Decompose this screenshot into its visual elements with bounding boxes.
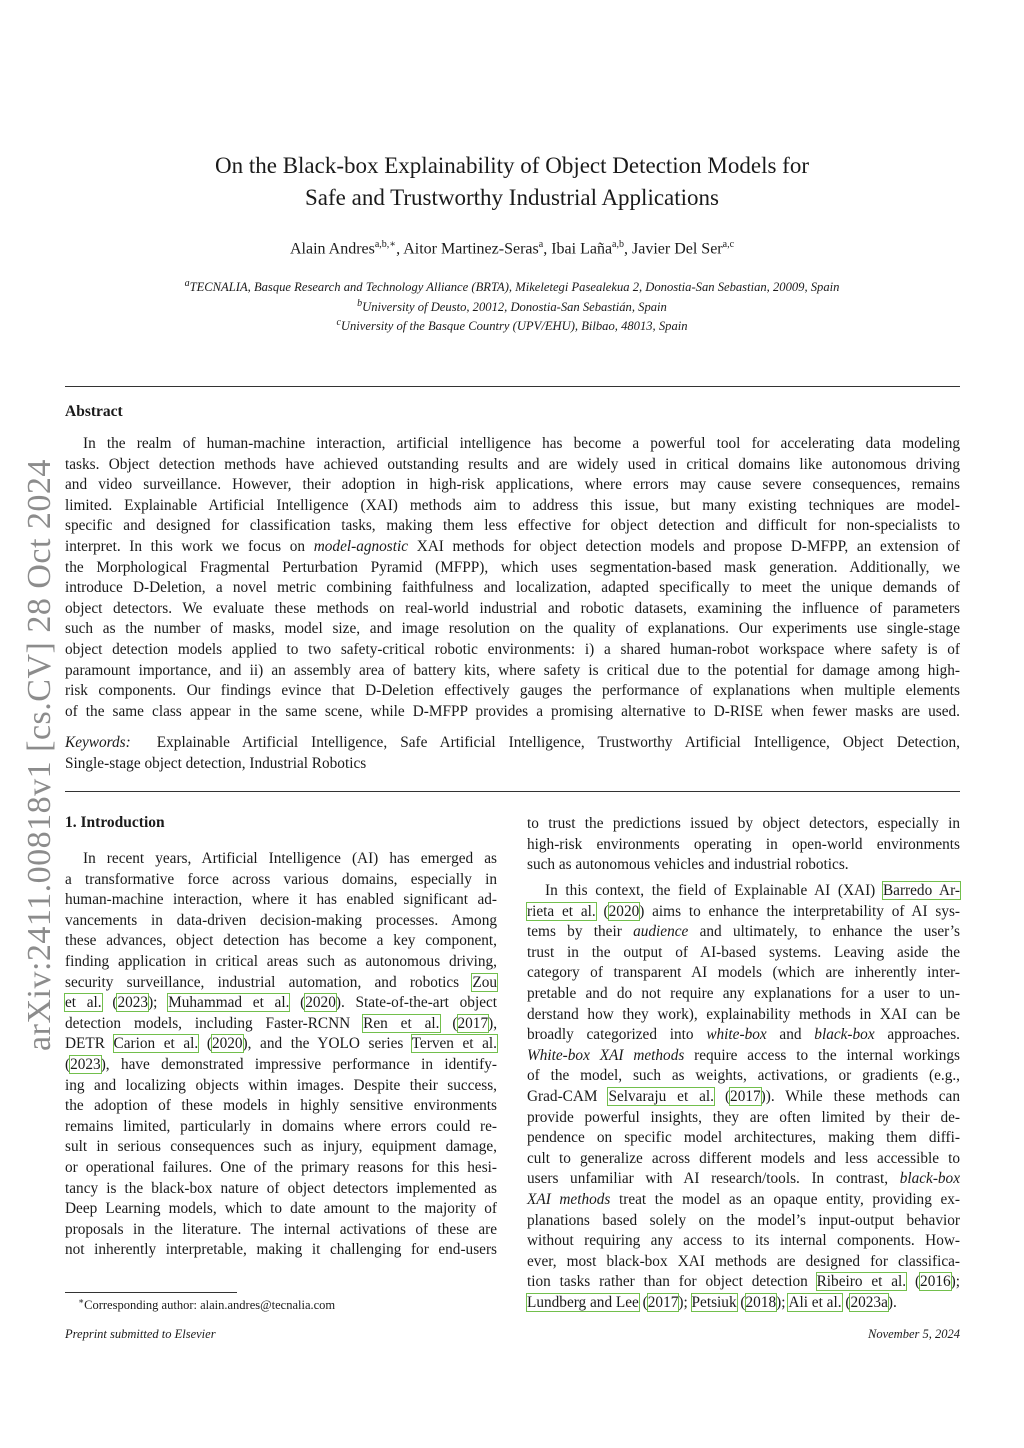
text-line: [65, 578, 960, 599]
keywords-line: [65, 733, 960, 754]
affil-sup: b: [357, 297, 363, 309]
text-run: ). State-of-the-art object: [335, 994, 498, 1012]
text-line: [527, 1252, 960, 1273]
footnote: [78, 1296, 335, 1313]
text-run: high-risk environments operating in open-world environments: [527, 835, 960, 853]
text-run: broadly categorized into: [527, 1026, 707, 1044]
text-line: [527, 1190, 960, 1211]
affiliation: [0, 315, 1024, 335]
citation-link[interactable]: 2023: [70, 1055, 101, 1073]
text-run: (: [65, 1055, 71, 1073]
text-run: pendence on specific model architectures, making them diffi-: [527, 1129, 960, 1147]
text-line: [527, 1149, 960, 1170]
text-run: risk components. Our findings evince that D-Deletion effectively gauges the performance of explanations when multiple elements: [65, 682, 960, 700]
text-run: provide powerful insights, they are often limited by their de-: [527, 1108, 960, 1126]
citation-link[interactable]: Terven et al.: [411, 1035, 497, 1053]
affil-text: University of the Basque Country (UPV/EHU), Bilbao, 48013, Spain: [340, 319, 688, 334]
text-run: ) aims to enhance the interpretability of AI sys-: [639, 902, 961, 920]
text-line: [65, 1014, 497, 1035]
text-line: [65, 558, 960, 579]
text-run: treat the model as an opaque entity, providing ex-: [610, 1190, 960, 1208]
title-line: Safe and Trustworthy Industrial Applications: [305, 185, 719, 210]
text-line: [65, 1055, 497, 1076]
text-line: [527, 1128, 960, 1149]
text-line: [65, 890, 497, 911]
text-run: (: [638, 1293, 648, 1311]
text-run: to trust the predictions issued by object detectors, especially in: [527, 815, 960, 832]
citation-link[interactable]: 2020: [608, 902, 640, 920]
text-run: (: [595, 902, 609, 920]
citation-link[interactable]: 2016: [920, 1273, 951, 1291]
text-line: [527, 1108, 960, 1129]
text-run: tancy is the black-box nature of object detectors implemented as: [65, 1179, 497, 1197]
author-list: Alain Andres$^{a,b,∗}$, Aitor Martinez-Seras$^a$, Ibai Laña$^{a,b}$, Javier Del Ser$^{a,c}$: [289, 239, 735, 258]
text-run: security surveillance, industrial automation, and robotics: [65, 973, 473, 991]
text-run: such as the number of masks, model size, and image resolution on the quality of explanations. Our experiments use single-stage: [65, 620, 960, 638]
text-line: [65, 702, 960, 723]
text-run: remains limited, particularly in domains where errors could re-: [65, 1117, 497, 1135]
text-run: sult in serious consequences such as injury, equipment damage,: [65, 1138, 497, 1156]
text-line: [65, 496, 960, 517]
text-run: ever, most black-box XAI methods are designed for classifica-: [527, 1252, 960, 1270]
text-line: [65, 849, 497, 870]
author-name: Ibai Laña: [551, 240, 613, 258]
text-run: such as autonomous vehicles and industrial robotics.: [527, 856, 849, 874]
text-line: [527, 1293, 960, 1314]
arxiv-identifier-stamp: arXiv:2411.00818v1 [cs.CV] 28 Oct 2024: [21, 459, 58, 1051]
text-line: [65, 1117, 497, 1138]
text-line: [65, 911, 497, 932]
text-run: (: [906, 1273, 921, 1291]
text-run: XAI methods for object detection models and propose D-MFPP, an extension of: [408, 537, 960, 555]
text-run: (: [714, 1087, 731, 1105]
text-run: or operational failures. One of the primary reasons for this hesi-: [65, 1158, 497, 1176]
citation-link[interactable]: Carion et al.: [113, 1035, 199, 1053]
author-affil-sup: a,c: [722, 239, 735, 250]
text-line: [65, 537, 960, 558]
text-run: pretable and do not require any explanations for a user to un-: [527, 984, 960, 1002]
text-line: [527, 922, 960, 943]
emphasis-text: black-box: [814, 1026, 875, 1044]
citation-link[interactable]: 2017: [457, 1014, 489, 1032]
text-line: [527, 1211, 960, 1232]
keywords-label: Keywords:: [65, 734, 131, 751]
text-run: and ultimately, to enhance the user’s: [688, 923, 960, 941]
text-run: (: [289, 994, 306, 1012]
text-run: tasks. Object detection methods have achieved outstanding results and are widely used in critical domains like autonomous driving: [65, 455, 960, 473]
emphasis-text: XAI methods: [527, 1190, 611, 1208]
text-run: a transformative force across various domains, especially in: [65, 870, 497, 888]
citation-link[interactable]: Zou: [472, 973, 497, 991]
text-run: ), have demonstrated impressive performance in identify-: [100, 1055, 497, 1073]
citation-link[interactable]: Selvaraju et al.: [608, 1087, 715, 1105]
text-run: these advances, object detection has become a key component,: [65, 932, 497, 950]
affil-text: TECNALIA, Basque Research and Technology Alliance (BRTA), Mikeletegi Pasealekua 2, Donostia-San Sebastian, 20009, Spain: [189, 280, 840, 295]
text-line: [65, 1179, 497, 1200]
intro-right-paragraph-1: [527, 814, 960, 876]
text-line: [65, 931, 497, 952]
affil-sup: c: [336, 317, 341, 329]
text-run: and: [766, 1026, 815, 1044]
affil-text: University of Deusto, 20012, Donostia-San Sebastián, Spain: [362, 299, 667, 314]
text-run: Single-stage object detection, Industrial Robotics: [65, 754, 367, 772]
text-run: In recent years, Artificial Intelligence (AI) has emerged as: [83, 850, 497, 867]
text-line: [65, 661, 960, 682]
text-line: [527, 963, 960, 984]
affiliations: [0, 276, 1024, 335]
citation-link[interactable]: Ali et al.: [788, 1293, 842, 1311]
keywords-text: [65, 755, 366, 772]
divider: [65, 386, 960, 387]
text-run: limited. Explainable Artificial Intelligence (XAI) methods aim to address this issue, but many existing techniques are model-: [65, 496, 960, 514]
text-run: the Morphological Fragmental Perturbation Pyramid (MFPP), which uses segmentation-based mask generation. Additionally, we: [65, 558, 960, 576]
text-line: [65, 993, 497, 1014]
text-run: (: [439, 1014, 458, 1032]
text-line: [527, 881, 960, 902]
text-run: ), and the YOLO series: [242, 1035, 412, 1053]
text-run: without requiring any access to its internal components. How-: [527, 1232, 960, 1250]
text-line: [527, 1087, 960, 1108]
text-run: );: [776, 1293, 789, 1311]
text-run: specific and designed for classification tasks, making them less effective for object detection and difficult for non-specialists to: [65, 517, 960, 535]
footer-preprint-note: Preprint submitted to Elsevier: [65, 1327, 216, 1341]
intro-left-column: [65, 849, 497, 1261]
text-line: [65, 1076, 497, 1097]
text-run: introduce D-Deletion, a novel metric combining faithfulness and localization, adapted specifically to meet the unique demands of: [65, 579, 960, 597]
text-run: detection models, including Faster-RCNN: [65, 1014, 364, 1032]
intro-right-paragraph-2: [527, 881, 960, 1313]
text-run: finding application in critical areas such as autonomous driving,: [65, 952, 497, 970]
emphasis-text: white-box: [706, 1026, 767, 1044]
text-line: [527, 1046, 960, 1067]
title-line: On the Black-box Explainability of Object Detection Models for: [214, 153, 809, 178]
footer-date: November 5, 2024: [868, 1327, 960, 1341]
text-run: proposals in the literature. The internal activations of these are: [65, 1220, 497, 1238]
text-line: [527, 835, 960, 856]
text-line: [65, 455, 960, 476]
text-line: [527, 902, 960, 923]
text-line: [527, 1005, 960, 1026]
text-line: [65, 1220, 497, 1241]
text-run: object detection models applied to two safety-critical robotic environments: i) a shared human-robot workspace where safety is of: [65, 640, 960, 658]
text-run: (: [736, 1293, 746, 1311]
text-run: users unfamiliar with AI research/tools. In contrast,: [527, 1170, 900, 1188]
text-line: [527, 943, 960, 964]
emphasis-text: model-agnostic: [313, 537, 409, 555]
text-line: [65, 1240, 497, 1261]
text-run: );: [678, 1293, 692, 1311]
text-run: planations based solely on the model’s input-output behavior: [527, 1211, 960, 1229]
text-run: (: [101, 994, 118, 1012]
keywords: [65, 733, 960, 774]
emphasis-text: White-box XAI methods: [527, 1046, 685, 1064]
citation-link[interactable]: et al.: [65, 994, 102, 1012]
text-run: category of transparent AI models (which are inherently inter-: [527, 964, 960, 982]
text-run: of the same class appear in the same scene, while D-MFPP provides a promising alternative to D-RISE when fewer masks are used.: [65, 702, 960, 720]
text-run: object detectors. We evaluate these methods on real-world industrial and robotic datasets, examining the influence of parameters: [65, 599, 960, 617]
citation-link[interactable]: Ribeiro et al.: [816, 1273, 907, 1291]
citation-link[interactable]: 2017: [647, 1293, 679, 1311]
text-line: [527, 814, 960, 835]
citation-link[interactable]: 2020: [305, 994, 336, 1012]
author-affil-sup: a,b: [612, 239, 624, 250]
author-name: Aitor Martinez-Seras: [403, 240, 539, 258]
text-line: [527, 1066, 960, 1087]
text-line: [65, 1199, 497, 1220]
text-run: trust in the output of AI-based systems. Leaving aside the: [527, 943, 960, 961]
citation-link[interactable]: 2017: [730, 1087, 761, 1105]
text-run: );: [148, 994, 169, 1012]
text-run: derstand how they work), explainability methods in XAI can be: [527, 1005, 960, 1023]
abstract-heading: Abstract: [65, 403, 123, 420]
text-line: [65, 681, 960, 702]
author-name: Javier Del Ser: [632, 240, 723, 258]
text-line: [65, 870, 497, 891]
keywords-text: [157, 734, 960, 751]
text-run: not inherently interpretable, making it challenging for end-users: [65, 1241, 497, 1259]
text-run: tems by their: [527, 923, 634, 941]
text-run: vancements in data-driven decision-making processes. Among: [65, 911, 497, 929]
text-line: [65, 475, 960, 496]
text-run: Grad-CAM: [527, 1087, 609, 1105]
section-heading-introduction: 1. Introduction: [65, 814, 165, 831]
text-run: of the model, such as weights, activations, or gradients (e.g.,: [527, 1067, 960, 1085]
footnote-text: Corresponding author: alain.andres@tecnalia.com: [84, 1298, 336, 1313]
emphasis-text: audience: [633, 923, 689, 941]
citation-link[interactable]: rieta et al.: [527, 902, 596, 920]
affil-sup: a: [184, 278, 190, 289]
text-line: [65, 599, 960, 620]
text-run: interpret. In this work we focus on: [65, 537, 314, 555]
text-run: Explainable Artificial Intelligence, Safe Artificial Intelligence, Trustworthy Artificial Intelligence, Object Detection,: [156, 734, 960, 751]
citation-link[interactable]: 2023a: [850, 1293, 888, 1311]
text-line: [65, 952, 497, 973]
paper-title: [0, 150, 1024, 214]
text-run: (: [841, 1293, 851, 1311]
text-run: In the realm of human-machine interaction, artificial intelligence has become a powerful tool for accelerating data modeling: [83, 435, 960, 452]
citation-link[interactable]: 2020: [211, 1035, 243, 1053]
citation-link[interactable]: Muhammad et al.: [168, 994, 290, 1012]
citation-link[interactable]: Ren et al.: [363, 1014, 440, 1032]
author-affil-sup: a,b,∗: [374, 239, 397, 250]
text-run: ing and localizing objects within images. Despite their success,: [65, 1076, 497, 1094]
text-run: approaches.: [874, 1026, 961, 1044]
affiliation: [0, 296, 1024, 316]
keywords-line: [65, 754, 960, 775]
text-line: [65, 640, 960, 661]
text-run: ).: [887, 1293, 897, 1311]
text-line: [527, 1231, 960, 1252]
divider: [65, 791, 960, 792]
footnote-mark: ∗: [78, 1296, 85, 1306]
text-run: )). While these methods can: [760, 1087, 960, 1105]
citation-link[interactable]: 2023: [117, 994, 149, 1012]
text-run: cult to generalize across different models and less accessible to: [527, 1149, 960, 1167]
text-run: In this context, the field of Explainable AI (XAI): [545, 882, 883, 899]
text-run: (: [198, 1035, 212, 1053]
text-run: paramount importance, and ii) an assembly area of battery kits, where safety is critical due to the potential for damage among high-: [65, 661, 960, 679]
abstract-body: [65, 434, 960, 722]
text-run: human-machine interaction, where it has enabled significant ad-: [65, 891, 497, 909]
text-line: [65, 973, 497, 994]
text-line: [527, 1025, 960, 1046]
text-run: and video surveillance. However, their adoption in high-risk applications, where errors may cause severe consequences, remains: [65, 476, 960, 494]
emphasis-text: black-box: [899, 1170, 960, 1188]
citation-link[interactable]: Lundberg and Lee: [527, 1293, 639, 1311]
text-line: [65, 434, 960, 455]
text-line: [527, 984, 960, 1005]
text-run: ),: [488, 1014, 498, 1032]
affiliation: [0, 276, 1024, 296]
author-affil-sup: a: [538, 239, 544, 250]
text-run: require access to the internal workings: [684, 1046, 960, 1064]
text-line: [527, 1272, 960, 1293]
citation-link[interactable]: Barredo Ar-: [882, 882, 960, 899]
text-run: Deep Learning models, which to date amount to the majority of: [65, 1200, 497, 1218]
text-line: [65, 516, 960, 537]
author-name: Alain Andres: [289, 240, 375, 258]
citation-link[interactable]: 2018: [745, 1293, 777, 1311]
text-run: DETR: [65, 1035, 114, 1053]
text-run: tion tasks rather than for object detection: [527, 1273, 817, 1291]
text-run: the adoption of these models in highly sensitive environments: [65, 1097, 497, 1115]
text-line: [527, 855, 960, 876]
text-line: [65, 619, 960, 640]
citation-link[interactable]: Petsiuk: [691, 1293, 737, 1311]
text-line: [527, 1169, 960, 1190]
text-line: [65, 1137, 497, 1158]
footnote-divider: [65, 1292, 237, 1293]
text-line: [65, 1158, 497, 1179]
text-line: [65, 1034, 497, 1055]
text-line: [65, 1096, 497, 1117]
text-run: );: [950, 1273, 960, 1291]
